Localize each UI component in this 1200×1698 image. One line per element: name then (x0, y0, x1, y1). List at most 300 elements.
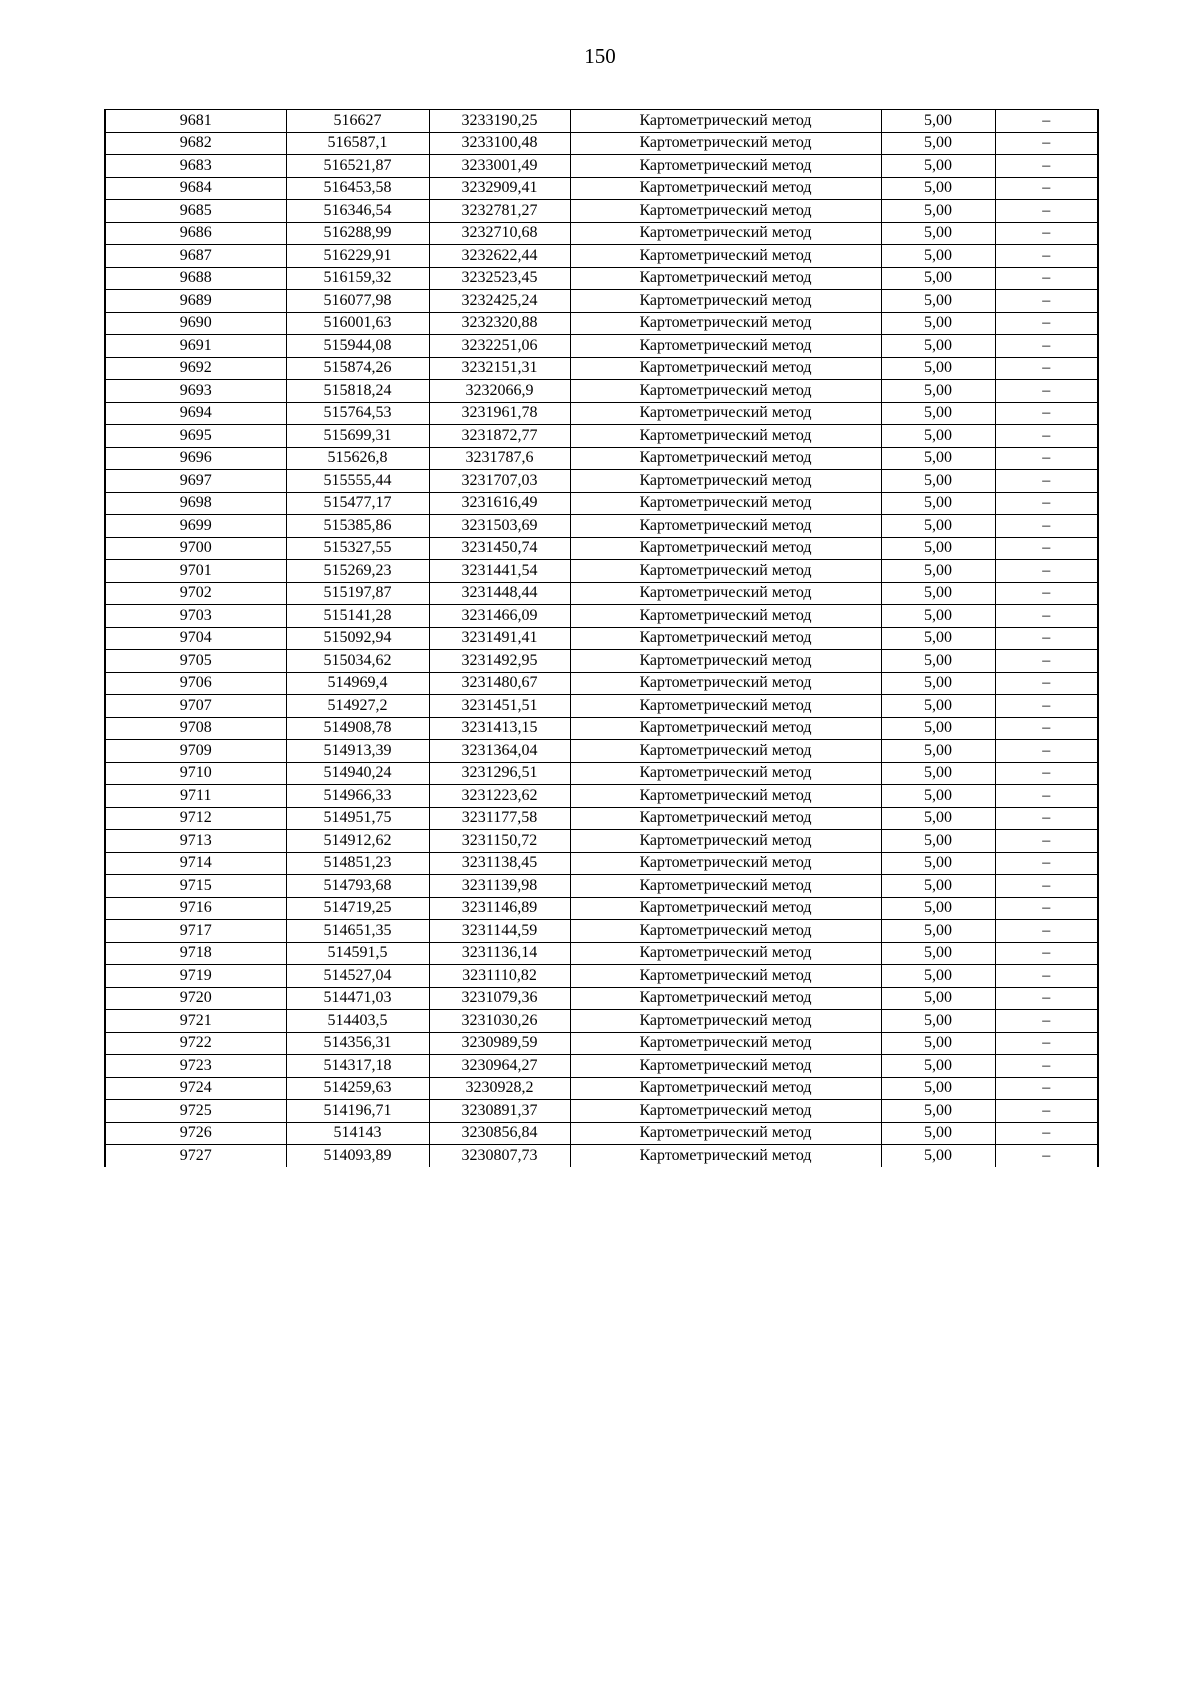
table-row (105, 785, 1098, 808)
table-row (105, 470, 1098, 493)
point-number-cell: 9713 (105, 830, 286, 853)
accuracy-cell: 5,00 (881, 1145, 995, 1167)
x-coordinate-cell: 514471,03 (286, 987, 429, 1010)
point-number-cell: 9721 (105, 1010, 286, 1033)
y-coordinate-cell: 3231146,89 (429, 897, 570, 920)
note-cell: – (995, 222, 1098, 245)
x-coordinate-cell: 516587,1 (286, 132, 429, 155)
accuracy-cell: 5,00 (881, 222, 995, 245)
table-row (105, 110, 1098, 133)
point-number-cell: 9703 (105, 605, 286, 628)
note-cell: – (995, 1100, 1098, 1123)
accuracy-cell: 5,00 (881, 560, 995, 583)
x-coordinate-cell: 515092,94 (286, 627, 429, 650)
y-coordinate-cell: 3232622,44 (429, 245, 570, 268)
x-coordinate-cell: 515874,26 (286, 357, 429, 380)
table-row (105, 582, 1098, 605)
note-cell: – (995, 402, 1098, 425)
x-coordinate-cell: 516346,54 (286, 200, 429, 223)
method-cell: Картометрический метод (570, 425, 881, 448)
accuracy-cell: 5,00 (881, 875, 995, 898)
y-coordinate-cell: 3231030,26 (429, 1010, 570, 1033)
x-coordinate-cell: 516001,63 (286, 312, 429, 335)
method-cell: Картометрический метод (570, 1145, 881, 1167)
accuracy-cell: 5,00 (881, 1100, 995, 1123)
note-cell: – (995, 290, 1098, 313)
accuracy-cell: 5,00 (881, 807, 995, 830)
method-cell: Картометрический метод (570, 650, 881, 673)
x-coordinate-cell: 515699,31 (286, 425, 429, 448)
table-row (105, 1055, 1098, 1078)
note-cell: – (995, 785, 1098, 808)
note-cell: – (995, 897, 1098, 920)
y-coordinate-cell: 3231296,51 (429, 762, 570, 785)
method-cell: Картометрический метод (570, 447, 881, 470)
point-number-cell: 9683 (105, 155, 286, 178)
point-number-cell: 9710 (105, 762, 286, 785)
note-cell: – (995, 920, 1098, 943)
y-coordinate-cell: 3231872,77 (429, 425, 570, 448)
accuracy-cell: 5,00 (881, 492, 995, 515)
note-cell: – (995, 762, 1098, 785)
x-coordinate-cell: 516627 (286, 110, 429, 133)
method-cell: Картометрический метод (570, 492, 881, 515)
note-cell: – (995, 447, 1098, 470)
accuracy-cell: 5,00 (881, 942, 995, 965)
y-coordinate-cell: 3230807,73 (429, 1145, 570, 1167)
table-row (105, 380, 1098, 403)
point-number-cell: 9699 (105, 515, 286, 538)
x-coordinate-cell: 514403,5 (286, 1010, 429, 1033)
y-coordinate-cell: 3231144,59 (429, 920, 570, 943)
accuracy-cell: 5,00 (881, 650, 995, 673)
accuracy-cell: 5,00 (881, 1077, 995, 1100)
coordinates-table (104, 109, 1099, 1167)
y-coordinate-cell: 3231079,36 (429, 987, 570, 1010)
table-row (105, 605, 1098, 628)
y-coordinate-cell: 3230856,84 (429, 1122, 570, 1145)
note-cell: – (995, 537, 1098, 560)
note-cell: – (995, 740, 1098, 763)
x-coordinate-cell: 515944,08 (286, 335, 429, 358)
accuracy-cell: 5,00 (881, 470, 995, 493)
x-coordinate-cell: 514908,78 (286, 717, 429, 740)
method-cell: Картометрический метод (570, 1100, 881, 1123)
x-coordinate-cell: 516453,58 (286, 177, 429, 200)
note-cell: – (995, 1032, 1098, 1055)
x-coordinate-cell: 514719,25 (286, 897, 429, 920)
point-number-cell: 9691 (105, 335, 286, 358)
accuracy-cell: 5,00 (881, 605, 995, 628)
y-coordinate-cell: 3233190,25 (429, 110, 570, 133)
note-cell: – (995, 177, 1098, 200)
method-cell: Картометрический метод (570, 335, 881, 358)
x-coordinate-cell: 516229,91 (286, 245, 429, 268)
accuracy-cell: 5,00 (881, 965, 995, 988)
x-coordinate-cell: 514851,23 (286, 852, 429, 875)
point-number-cell: 9725 (105, 1100, 286, 1123)
method-cell: Картометрический метод (570, 380, 881, 403)
note-cell: – (995, 312, 1098, 335)
point-number-cell: 9688 (105, 267, 286, 290)
point-number-cell: 9707 (105, 695, 286, 718)
point-number-cell: 9684 (105, 177, 286, 200)
table-row (105, 1010, 1098, 1033)
table-row (105, 672, 1098, 695)
table-row (105, 650, 1098, 673)
table-row (105, 357, 1098, 380)
x-coordinate-cell: 516159,32 (286, 267, 429, 290)
table-row (105, 290, 1098, 313)
accuracy-cell: 5,00 (881, 672, 995, 695)
accuracy-cell: 5,00 (881, 132, 995, 155)
table-row (105, 627, 1098, 650)
method-cell: Картометрический метод (570, 1032, 881, 1055)
table-row (105, 402, 1098, 425)
y-coordinate-cell: 3232710,68 (429, 222, 570, 245)
table-row (105, 695, 1098, 718)
page-number: 150 (584, 44, 616, 68)
method-cell: Картометрический метод (570, 1122, 881, 1145)
note-cell: – (995, 1055, 1098, 1078)
x-coordinate-cell: 514793,68 (286, 875, 429, 898)
method-cell: Картометрический метод (570, 245, 881, 268)
table-row (105, 987, 1098, 1010)
point-number-cell: 9711 (105, 785, 286, 808)
point-number-cell: 9685 (105, 200, 286, 223)
accuracy-cell: 5,00 (881, 290, 995, 313)
point-number-cell: 9712 (105, 807, 286, 830)
y-coordinate-cell: 3231707,03 (429, 470, 570, 493)
x-coordinate-cell: 514913,39 (286, 740, 429, 763)
point-number-cell: 9681 (105, 110, 286, 133)
y-coordinate-cell: 3231451,51 (429, 695, 570, 718)
accuracy-cell: 5,00 (881, 830, 995, 853)
note-cell: – (995, 1077, 1098, 1100)
coordinates-table-body (105, 110, 1098, 1167)
method-cell: Картометрический метод (570, 582, 881, 605)
point-number-cell: 9698 (105, 492, 286, 515)
note-cell: – (995, 357, 1098, 380)
y-coordinate-cell: 3231448,44 (429, 582, 570, 605)
x-coordinate-cell: 516077,98 (286, 290, 429, 313)
y-coordinate-cell: 3231787,6 (429, 447, 570, 470)
note-cell: – (995, 852, 1098, 875)
x-coordinate-cell: 515141,28 (286, 605, 429, 628)
point-number-cell: 9723 (105, 1055, 286, 1078)
y-coordinate-cell: 3231150,72 (429, 830, 570, 853)
note-cell: – (995, 110, 1098, 133)
y-coordinate-cell: 3231492,95 (429, 650, 570, 673)
point-number-cell: 9701 (105, 560, 286, 583)
point-number-cell: 9722 (105, 1032, 286, 1055)
x-coordinate-cell: 516288,99 (286, 222, 429, 245)
point-number-cell: 9718 (105, 942, 286, 965)
table-row (105, 492, 1098, 515)
point-number-cell: 9687 (105, 245, 286, 268)
note-cell: – (995, 807, 1098, 830)
x-coordinate-cell: 514196,71 (286, 1100, 429, 1123)
y-coordinate-cell: 3230964,27 (429, 1055, 570, 1078)
method-cell: Картометрический метод (570, 290, 881, 313)
x-coordinate-cell: 515818,24 (286, 380, 429, 403)
y-coordinate-cell: 3231364,04 (429, 740, 570, 763)
y-coordinate-cell: 3230891,37 (429, 1100, 570, 1123)
table-row (105, 1145, 1098, 1167)
table-row (105, 132, 1098, 155)
point-number-cell: 9726 (105, 1122, 286, 1145)
accuracy-cell: 5,00 (881, 177, 995, 200)
table-row (105, 155, 1098, 178)
x-coordinate-cell: 514966,33 (286, 785, 429, 808)
point-number-cell: 9704 (105, 627, 286, 650)
note-cell: – (995, 830, 1098, 853)
note-cell: – (995, 717, 1098, 740)
table-row (105, 1077, 1098, 1100)
accuracy-cell: 5,00 (881, 762, 995, 785)
y-coordinate-cell: 3231223,62 (429, 785, 570, 808)
point-number-cell: 9716 (105, 897, 286, 920)
note-cell: – (995, 267, 1098, 290)
method-cell: Картометрический метод (570, 1077, 881, 1100)
note-cell: – (995, 492, 1098, 515)
method-cell: Картометрический метод (570, 470, 881, 493)
accuracy-cell: 5,00 (881, 852, 995, 875)
x-coordinate-cell: 514093,89 (286, 1145, 429, 1167)
point-number-cell: 9700 (105, 537, 286, 560)
point-number-cell: 9682 (105, 132, 286, 155)
method-cell: Картометрический метод (570, 222, 881, 245)
method-cell: Картометрический метод (570, 672, 881, 695)
table-row (105, 312, 1098, 335)
method-cell: Картометрический метод (570, 515, 881, 538)
table-row (105, 920, 1098, 943)
note-cell: – (995, 672, 1098, 695)
method-cell: Картометрический метод (570, 267, 881, 290)
note-cell: – (995, 1145, 1098, 1167)
point-number-cell: 9715 (105, 875, 286, 898)
note-cell: – (995, 987, 1098, 1010)
method-cell: Картометрический метод (570, 942, 881, 965)
x-coordinate-cell: 514143 (286, 1122, 429, 1145)
x-coordinate-cell: 514651,35 (286, 920, 429, 943)
x-coordinate-cell: 514317,18 (286, 1055, 429, 1078)
accuracy-cell: 5,00 (881, 312, 995, 335)
y-coordinate-cell: 3231110,82 (429, 965, 570, 988)
y-coordinate-cell: 3232251,06 (429, 335, 570, 358)
table-row (105, 515, 1098, 538)
y-coordinate-cell: 3231138,45 (429, 852, 570, 875)
x-coordinate-cell: 514591,5 (286, 942, 429, 965)
y-coordinate-cell: 3232425,24 (429, 290, 570, 313)
y-coordinate-cell: 3231441,54 (429, 560, 570, 583)
table-row (105, 222, 1098, 245)
note-cell: – (995, 1122, 1098, 1145)
table-row (105, 537, 1098, 560)
table-row (105, 740, 1098, 763)
y-coordinate-cell: 3233001,49 (429, 155, 570, 178)
x-coordinate-cell: 514259,63 (286, 1077, 429, 1100)
method-cell: Картометрический метод (570, 200, 881, 223)
y-coordinate-cell: 3231491,41 (429, 627, 570, 650)
method-cell: Картометрический метод (570, 132, 881, 155)
table-row (105, 200, 1098, 223)
x-coordinate-cell: 515269,23 (286, 560, 429, 583)
x-coordinate-cell: 515764,53 (286, 402, 429, 425)
note-cell: – (995, 200, 1098, 223)
table-row (105, 852, 1098, 875)
point-number-cell: 9705 (105, 650, 286, 673)
point-number-cell: 9697 (105, 470, 286, 493)
table-row (105, 245, 1098, 268)
x-coordinate-cell: 514969,4 (286, 672, 429, 695)
method-cell: Картометрический метод (570, 560, 881, 583)
x-coordinate-cell: 514927,2 (286, 695, 429, 718)
accuracy-cell: 5,00 (881, 155, 995, 178)
accuracy-cell: 5,00 (881, 987, 995, 1010)
x-coordinate-cell: 514912,62 (286, 830, 429, 853)
x-coordinate-cell: 515034,62 (286, 650, 429, 673)
point-number-cell: 9695 (105, 425, 286, 448)
accuracy-cell: 5,00 (881, 785, 995, 808)
accuracy-cell: 5,00 (881, 740, 995, 763)
table-row (105, 830, 1098, 853)
y-coordinate-cell: 3231139,98 (429, 875, 570, 898)
y-coordinate-cell: 3232320,88 (429, 312, 570, 335)
y-coordinate-cell: 3233100,48 (429, 132, 570, 155)
accuracy-cell: 5,00 (881, 1010, 995, 1033)
note-cell: – (995, 650, 1098, 673)
x-coordinate-cell: 515477,17 (286, 492, 429, 515)
point-number-cell: 9717 (105, 920, 286, 943)
point-number-cell: 9690 (105, 312, 286, 335)
accuracy-cell: 5,00 (881, 200, 995, 223)
y-coordinate-cell: 3232066,9 (429, 380, 570, 403)
method-cell: Картометрический метод (570, 695, 881, 718)
note-cell: – (995, 942, 1098, 965)
y-coordinate-cell: 3231413,15 (429, 717, 570, 740)
table-row (105, 447, 1098, 470)
y-coordinate-cell: 3231466,09 (429, 605, 570, 628)
point-number-cell: 9689 (105, 290, 286, 313)
y-coordinate-cell: 3232151,31 (429, 357, 570, 380)
method-cell: Картометрический метод (570, 965, 881, 988)
y-coordinate-cell: 3232523,45 (429, 267, 570, 290)
note-cell: – (995, 155, 1098, 178)
accuracy-cell: 5,00 (881, 920, 995, 943)
x-coordinate-cell: 514356,31 (286, 1032, 429, 1055)
point-number-cell: 9692 (105, 357, 286, 380)
point-number-cell: 9696 (105, 447, 286, 470)
accuracy-cell: 5,00 (881, 110, 995, 133)
x-coordinate-cell: 515197,87 (286, 582, 429, 605)
note-cell: – (995, 515, 1098, 538)
table-row (105, 1032, 1098, 1055)
table-row (105, 762, 1098, 785)
accuracy-cell: 5,00 (881, 357, 995, 380)
y-coordinate-cell: 3231616,49 (429, 492, 570, 515)
y-coordinate-cell: 3231503,69 (429, 515, 570, 538)
y-coordinate-cell: 3232781,27 (429, 200, 570, 223)
y-coordinate-cell: 3231480,67 (429, 672, 570, 695)
note-cell: – (995, 245, 1098, 268)
x-coordinate-cell: 514940,24 (286, 762, 429, 785)
note-cell: – (995, 425, 1098, 448)
note-cell: – (995, 875, 1098, 898)
y-coordinate-cell: 3231450,74 (429, 537, 570, 560)
table-row (105, 1122, 1098, 1145)
method-cell: Картометрический метод (570, 110, 881, 133)
accuracy-cell: 5,00 (881, 1055, 995, 1078)
method-cell: Картометрический метод (570, 875, 881, 898)
method-cell: Картометрический метод (570, 740, 881, 763)
accuracy-cell: 5,00 (881, 695, 995, 718)
table-row (105, 965, 1098, 988)
y-coordinate-cell: 3232909,41 (429, 177, 570, 200)
table-row (105, 335, 1098, 358)
accuracy-cell: 5,00 (881, 582, 995, 605)
method-cell: Картометрический метод (570, 762, 881, 785)
accuracy-cell: 5,00 (881, 1032, 995, 1055)
x-coordinate-cell: 514951,75 (286, 807, 429, 830)
y-coordinate-cell: 3230928,2 (429, 1077, 570, 1100)
method-cell: Картометрический метод (570, 987, 881, 1010)
x-coordinate-cell: 514527,04 (286, 965, 429, 988)
note-cell: – (995, 965, 1098, 988)
x-coordinate-cell: 515327,55 (286, 537, 429, 560)
table-row (105, 875, 1098, 898)
accuracy-cell: 5,00 (881, 717, 995, 740)
y-coordinate-cell: 3231136,14 (429, 942, 570, 965)
method-cell: Картометрический метод (570, 177, 881, 200)
method-cell: Картометрический метод (570, 627, 881, 650)
table-row (105, 177, 1098, 200)
table-row (105, 560, 1098, 583)
accuracy-cell: 5,00 (881, 1122, 995, 1145)
method-cell: Картометрический метод (570, 155, 881, 178)
table-row (105, 1100, 1098, 1123)
x-coordinate-cell: 515555,44 (286, 470, 429, 493)
accuracy-cell: 5,00 (881, 267, 995, 290)
note-cell: – (995, 582, 1098, 605)
note-cell: – (995, 470, 1098, 493)
table-row (105, 717, 1098, 740)
method-cell: Картометрический метод (570, 312, 881, 335)
method-cell: Картометрический метод (570, 357, 881, 380)
note-cell: – (995, 380, 1098, 403)
note-cell: – (995, 627, 1098, 650)
table-row (105, 425, 1098, 448)
y-coordinate-cell: 3231961,78 (429, 402, 570, 425)
accuracy-cell: 5,00 (881, 897, 995, 920)
y-coordinate-cell: 3231177,58 (429, 807, 570, 830)
x-coordinate-cell: 516521,87 (286, 155, 429, 178)
note-cell: – (995, 605, 1098, 628)
point-number-cell: 9706 (105, 672, 286, 695)
accuracy-cell: 5,00 (881, 335, 995, 358)
note-cell: – (995, 132, 1098, 155)
table-row (105, 897, 1098, 920)
accuracy-cell: 5,00 (881, 627, 995, 650)
method-cell: Картометрический метод (570, 785, 881, 808)
point-number-cell: 9709 (105, 740, 286, 763)
point-number-cell: 9727 (105, 1145, 286, 1167)
method-cell: Картометрический метод (570, 897, 881, 920)
method-cell: Картометрический метод (570, 852, 881, 875)
point-number-cell: 9702 (105, 582, 286, 605)
point-number-cell: 9693 (105, 380, 286, 403)
accuracy-cell: 5,00 (881, 425, 995, 448)
